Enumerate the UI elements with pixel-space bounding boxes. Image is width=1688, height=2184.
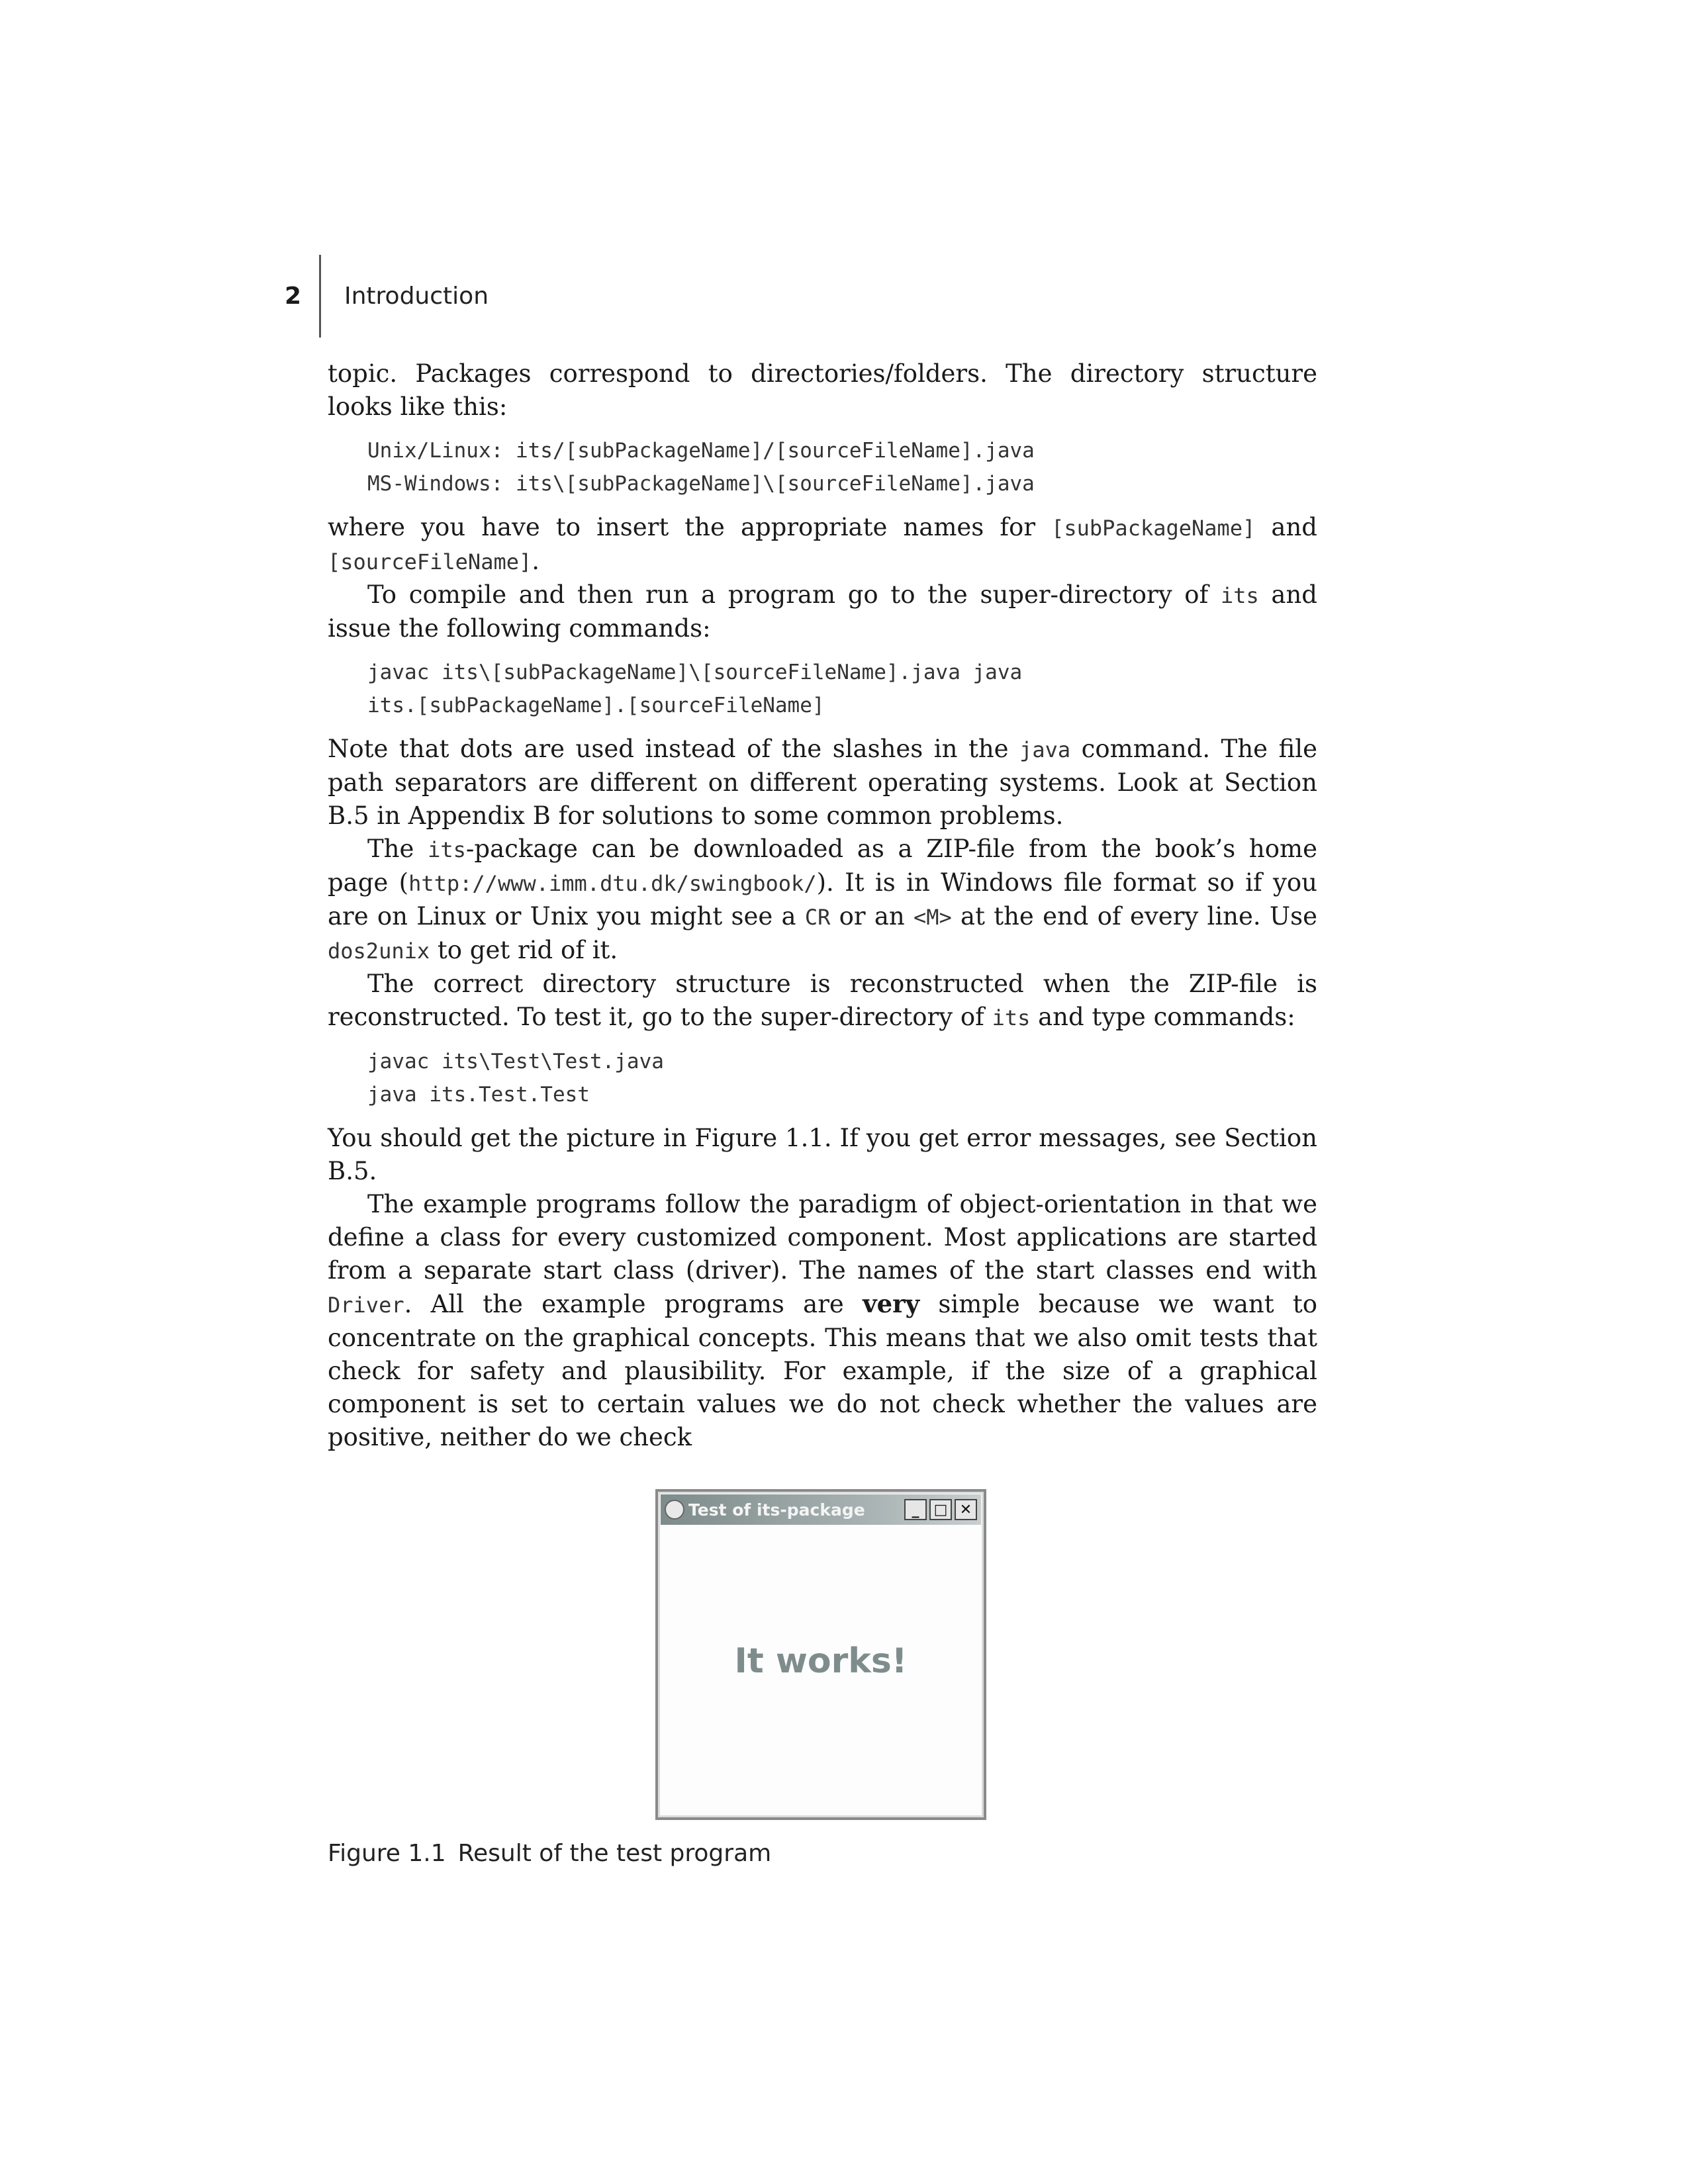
text-run: at the end of every line. Use <box>951 902 1317 931</box>
inline-code: dos2unix <box>328 938 430 964</box>
inline-code: its <box>428 837 466 862</box>
inline-code: Driver <box>328 1293 404 1318</box>
page-header <box>285 255 489 338</box>
paragraph-4 <box>328 733 1317 833</box>
window-title: Test of its-package <box>688 1500 865 1520</box>
text-run: command. The file path separators are different on different operating systems. Look at Section B.5 in Appendix B for solutions to some common problems. <box>328 735 1317 830</box>
window-content <box>661 1527 981 1815</box>
text-run: -package can be downloaded as a ZIP-file from the book’s home page ( <box>328 835 1317 897</box>
figure-caption <box>328 1840 771 1867</box>
paragraph-3 <box>328 578 1317 645</box>
inline-code: CR <box>804 905 831 930</box>
text-run: and <box>1255 513 1317 541</box>
figure-label: Figure 1.1 <box>328 1840 446 1867</box>
inline-code: [sourceFileName] <box>328 549 532 574</box>
text-run: to get rid of it. <box>430 936 618 964</box>
url-link[interactable]: http://www.imm.dtu.dk/swingbook/ <box>408 871 817 896</box>
paragraph-2 <box>328 511 1317 578</box>
paragraph-8 <box>328 1188 1317 1454</box>
text-run: The correct directory structure is reconstructed when the ZIP-file is reconstructed. To test it, go to the super-directory of <box>328 970 1317 1031</box>
text-run: To compile and then run a program go to the super-directory of <box>367 580 1221 609</box>
header-divider <box>319 255 321 338</box>
inline-code: <M> <box>913 905 952 930</box>
code-block-1 <box>367 434 1317 500</box>
paragraph-6 <box>328 968 1317 1034</box>
body-text <box>328 357 1317 1454</box>
bold-text: very <box>863 1289 920 1318</box>
page-number: 2 <box>285 283 302 310</box>
inline-code: [subPackageName] <box>1051 516 1256 541</box>
inline-code: its <box>992 1005 1031 1030</box>
paragraph-1: topic. Packages correspond to directories/folders. The directory structure looks like this: <box>328 359 1317 421</box>
code-line: its.[subPackageName].[sourceFileName] <box>367 694 825 717</box>
java-cup-icon <box>665 1500 684 1520</box>
text-run: and type commands: <box>1030 1003 1295 1031</box>
text-run: The example programs follow the paradigm of object-orientation in that we define a class for every customized component. Most applications are started from a separate start class (driver). The names of the start classes end with <box>328 1190 1317 1285</box>
text-run: ). It is in Windows file format so if you are on Linux or Unix you might see a <box>328 868 1317 931</box>
close-button[interactable]: ✕ <box>955 1499 977 1520</box>
text-run: Note that dots are used instead of the slashes in the <box>328 735 1020 763</box>
figure-window-screenshot <box>655 1489 986 1820</box>
text-run: . <box>532 547 540 575</box>
code-line: java its.Test.Test <box>367 1083 590 1107</box>
code-block-2 <box>367 656 1317 722</box>
maximize-button[interactable]: □ <box>929 1499 952 1520</box>
text-run: and issue the following commands: <box>328 580 1317 643</box>
code-line: javac its\[subPackageName]\[sourceFileName].java java <box>367 660 1023 684</box>
inline-code: java <box>1019 737 1071 762</box>
text-run: where you have to insert the appropriate names for <box>328 513 1052 541</box>
minimize-button[interactable]: _ <box>904 1499 927 1520</box>
paragraph-7: You should get the picture in Figure 1.1. If you get error messages, see Section B.5. <box>328 1124 1317 1185</box>
running-head: Introduction <box>344 283 489 310</box>
window-titlebar[interactable] <box>661 1494 981 1525</box>
code-block-3 <box>367 1045 1317 1111</box>
it-works-label: It works! <box>734 1641 908 1681</box>
code-line: MS-Windows: its\[subPackageName]\[sourceFileName].java <box>367 472 1035 496</box>
code-line: javac its\Test\Test.java <box>367 1050 664 1073</box>
text-run: simple because we want to concentrate on the graphical concepts. This means that we also omit tests that check for safety and plausibility. For example, if the size of a graphical component is set to certain values we do not check whether the values are positive, neither do we check <box>328 1290 1318 1451</box>
text-run: The <box>367 835 428 863</box>
code-line: Unix/Linux: its/[subPackageName]/[sourceFileName].java <box>367 439 1035 463</box>
paragraph-5 <box>328 833 1317 968</box>
figure-caption-text: Result of the test program <box>457 1840 772 1867</box>
inline-code: its <box>1220 583 1259 608</box>
text-run: . All the example programs are <box>404 1290 863 1318</box>
text-run: or an <box>830 902 914 931</box>
